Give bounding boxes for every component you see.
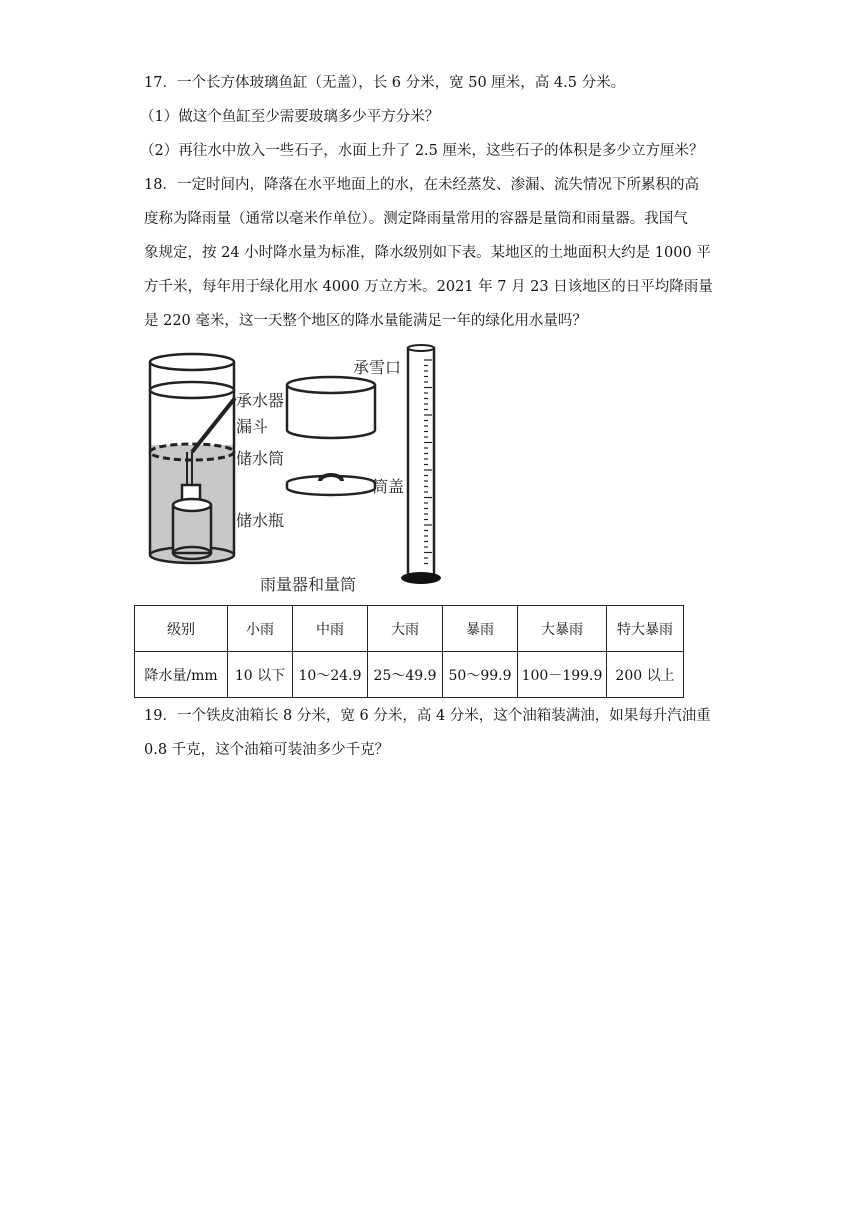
table-row — [135, 606, 684, 652]
label-snow-opening: 承雪口 — [353, 358, 402, 377]
q19-line-2: 0.8 千克，这个油箱可装油多少千克？ — [144, 742, 390, 758]
table-cell: 小雨 — [228, 606, 293, 652]
q19-line-1: 19．一个铁皮油箱长 8 分米，宽 6 分米，高 4 分米，这个油箱装满油，如果每升汽油重 — [144, 708, 711, 724]
rain-gauge-figure — [140, 340, 450, 600]
label-tube-cover: 筒盖 — [372, 477, 405, 496]
table-cell: 暴雨 — [443, 606, 518, 652]
label-storage-bottle: 储水瓶 — [236, 511, 285, 530]
precipitation-table — [134, 605, 684, 698]
q18-line-1: 18．一定时间内，降落在水平地面上的水，在未经蒸发、渗漏、流失情况下所累积的高 — [144, 177, 699, 193]
q18-line-2: 度称为降雨量（通常以毫米作单位）。测定降雨量常用的容器是量筒和雨量器。我国气 — [144, 211, 688, 227]
label-funnel: 漏斗 — [236, 417, 269, 436]
table-cell: 大雨 — [368, 606, 443, 652]
table-row — [135, 652, 684, 698]
measuring-cylinder — [401, 345, 441, 584]
label-receiver: 承水器 — [236, 391, 285, 410]
table-cell: 100－199.9 — [518, 652, 607, 698]
q17-part1: （1）做这个鱼缸至少需要玻璃多少平方分米？ — [140, 109, 440, 125]
table-cell: 25～49.9 — [368, 652, 443, 698]
receiver-cylinder — [287, 377, 375, 438]
table-cell: 中雨 — [293, 606, 368, 652]
label-storage-tube: 储水筒 — [236, 449, 285, 468]
table-cell: 10 以下 — [228, 652, 293, 698]
q18-line-5: 是 220 毫米，这一天整个地区的降水量能满足一年的绿化用水量吗？ — [144, 313, 587, 329]
q18-line-3: 象规定，按 24 小时降水量为标准，降水级别如下表。某地区的土地面积大约是 1000 平 — [144, 245, 711, 261]
table-cell: 200 以上 — [607, 652, 684, 698]
q18-line-4: 方千米，每年用于绿化用水 4000 万立方米。2021 年 7 月 23 日该地区的日平均降雨量 — [144, 279, 713, 295]
q17-part2: （2）再往水中放入一些石子，水面上升了 2.5 厘米，这些石子的体积是多少立方厘米？ — [140, 143, 704, 159]
q17-title: 17．一个长方体玻璃鱼缸（无盖），长 6 分米，宽 50 厘米，高 4.5 分米。 — [144, 75, 626, 91]
table-cell: 10～24.9 — [293, 652, 368, 698]
table-cell: 大暴雨 — [518, 606, 607, 652]
table-cell: 50～99.9 — [443, 652, 518, 698]
table-cell: 特大暴雨 — [607, 606, 684, 652]
table-cell: 降水量/mm — [135, 652, 228, 698]
tube-cover-disc — [287, 475, 375, 495]
figure-caption: 雨量器和量筒 — [260, 575, 357, 594]
table-cell: 级别 — [135, 606, 228, 652]
rain-gauge-drawing — [150, 354, 235, 563]
